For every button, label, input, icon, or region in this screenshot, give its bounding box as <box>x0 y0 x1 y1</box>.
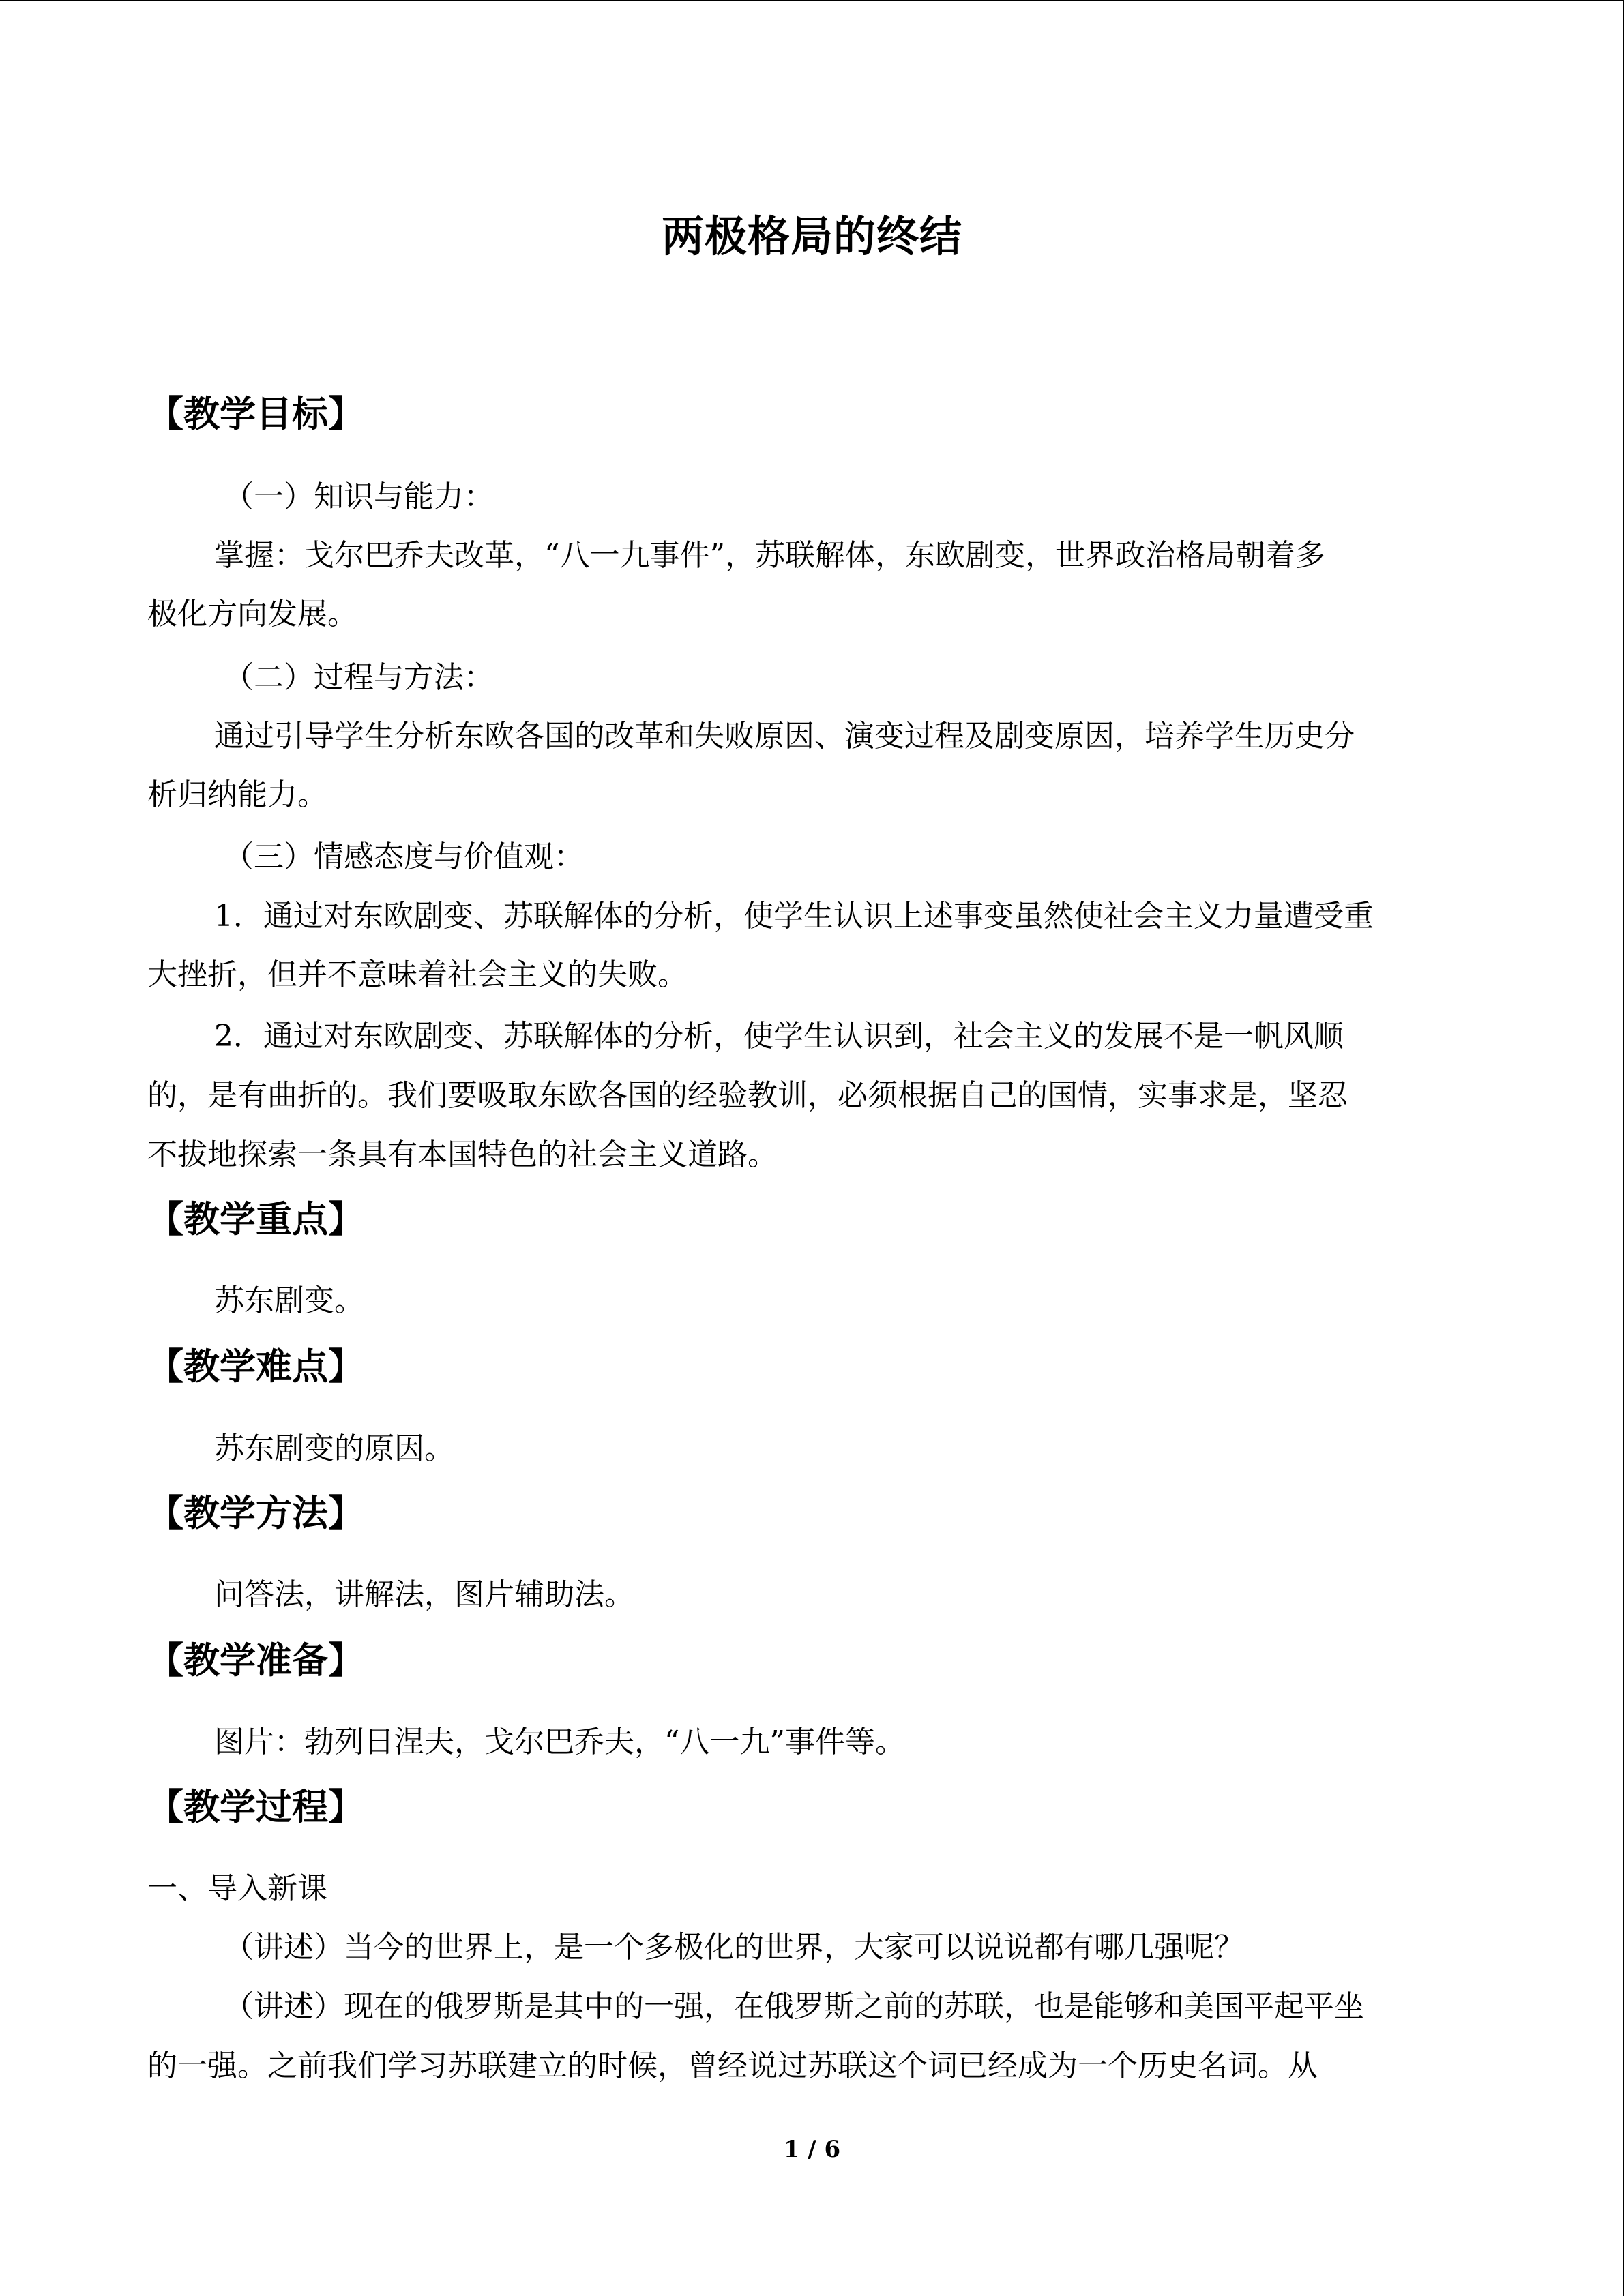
objectives-subheading-knowledge: （一）知识与能力： <box>224 479 494 514</box>
objectives-subheading-process: （二）过程与方法： <box>224 660 494 695</box>
page-title: 两极格局的终结 <box>661 211 962 261</box>
process-paragraph-line: 的一强。之前我们学习苏联建立的时候，曾经说过苏联这个词已经成为一个历史名词。从 <box>147 2048 1318 2083</box>
section-heading-methods: 【教学方法】 <box>147 1493 364 1534</box>
objectives-paragraph-line: 析归纳能力。 <box>147 777 327 812</box>
objectives-paragraph-line: 大挫折，但并不意味着社会主义的失败。 <box>147 957 688 992</box>
difficulties-text: 苏东剧变的原因。 <box>214 1431 454 1466</box>
process-subheading-intro: 一、导入新课 <box>147 1871 327 1906</box>
objectives-paragraph-line: 通过引导学生分析东欧各国的改革和失败原因、演变过程及剧变原因，培养学生历史分 <box>214 719 1355 754</box>
objectives-paragraph-line: 不拔地探索一条具有本国特色的社会主义道路。 <box>147 1137 778 1172</box>
objectives-paragraph-line: 的，是有曲折的。我们要吸取东欧各国的经验教训，必须根据自己的国情，实事求是，坚忍 <box>147 1078 1348 1113</box>
methods-text: 问答法，讲解法，图片辅助法。 <box>214 1577 634 1612</box>
key-points-text: 苏东剧变。 <box>214 1283 364 1318</box>
section-heading-preparation: 【教学准备】 <box>147 1640 364 1682</box>
section-heading-key-points: 【教学重点】 <box>147 1199 364 1240</box>
section-heading-difficulties: 【教学难点】 <box>147 1346 364 1388</box>
preparation-text: 图片：勃列日涅夫，戈尔巴乔夫，“八一九”事件等。 <box>214 1725 905 1759</box>
objectives-paragraph-line: 极化方向发展。 <box>147 597 357 631</box>
section-heading-process: 【教学过程】 <box>147 1787 364 1828</box>
page-number: 1 / 6 <box>783 2136 841 2163</box>
objectives-paragraph-line: 掌握：戈尔巴乔夫改革，“八一九事件”，苏联解体，东欧剧变，世界政治格局朝着多 <box>214 538 1325 573</box>
section-heading-objectives: 【教学目标】 <box>147 393 364 435</box>
objectives-paragraph-line: 2．通过对东欧剧变、苏联解体的分析，使学生认识到，社会主义的发展不是一帆风顺 <box>214 1019 1344 1054</box>
objectives-paragraph-line: 1．通过对东欧剧变、苏联解体的分析，使学生认识上述事变虽然使社会主义力量遭受重 <box>214 899 1374 934</box>
process-paragraph-line: （讲述）现在的俄罗斯是其中的一强，在俄罗斯之前的苏联，也是能够和美国平起平坐 <box>224 1989 1364 2024</box>
process-paragraph-line: （讲述）当今的世界上，是一个多极化的世界，大家可以说说都有哪几强呢？ <box>224 1930 1244 1965</box>
objectives-subheading-values: （三）情感态度与价值观： <box>224 839 584 874</box>
